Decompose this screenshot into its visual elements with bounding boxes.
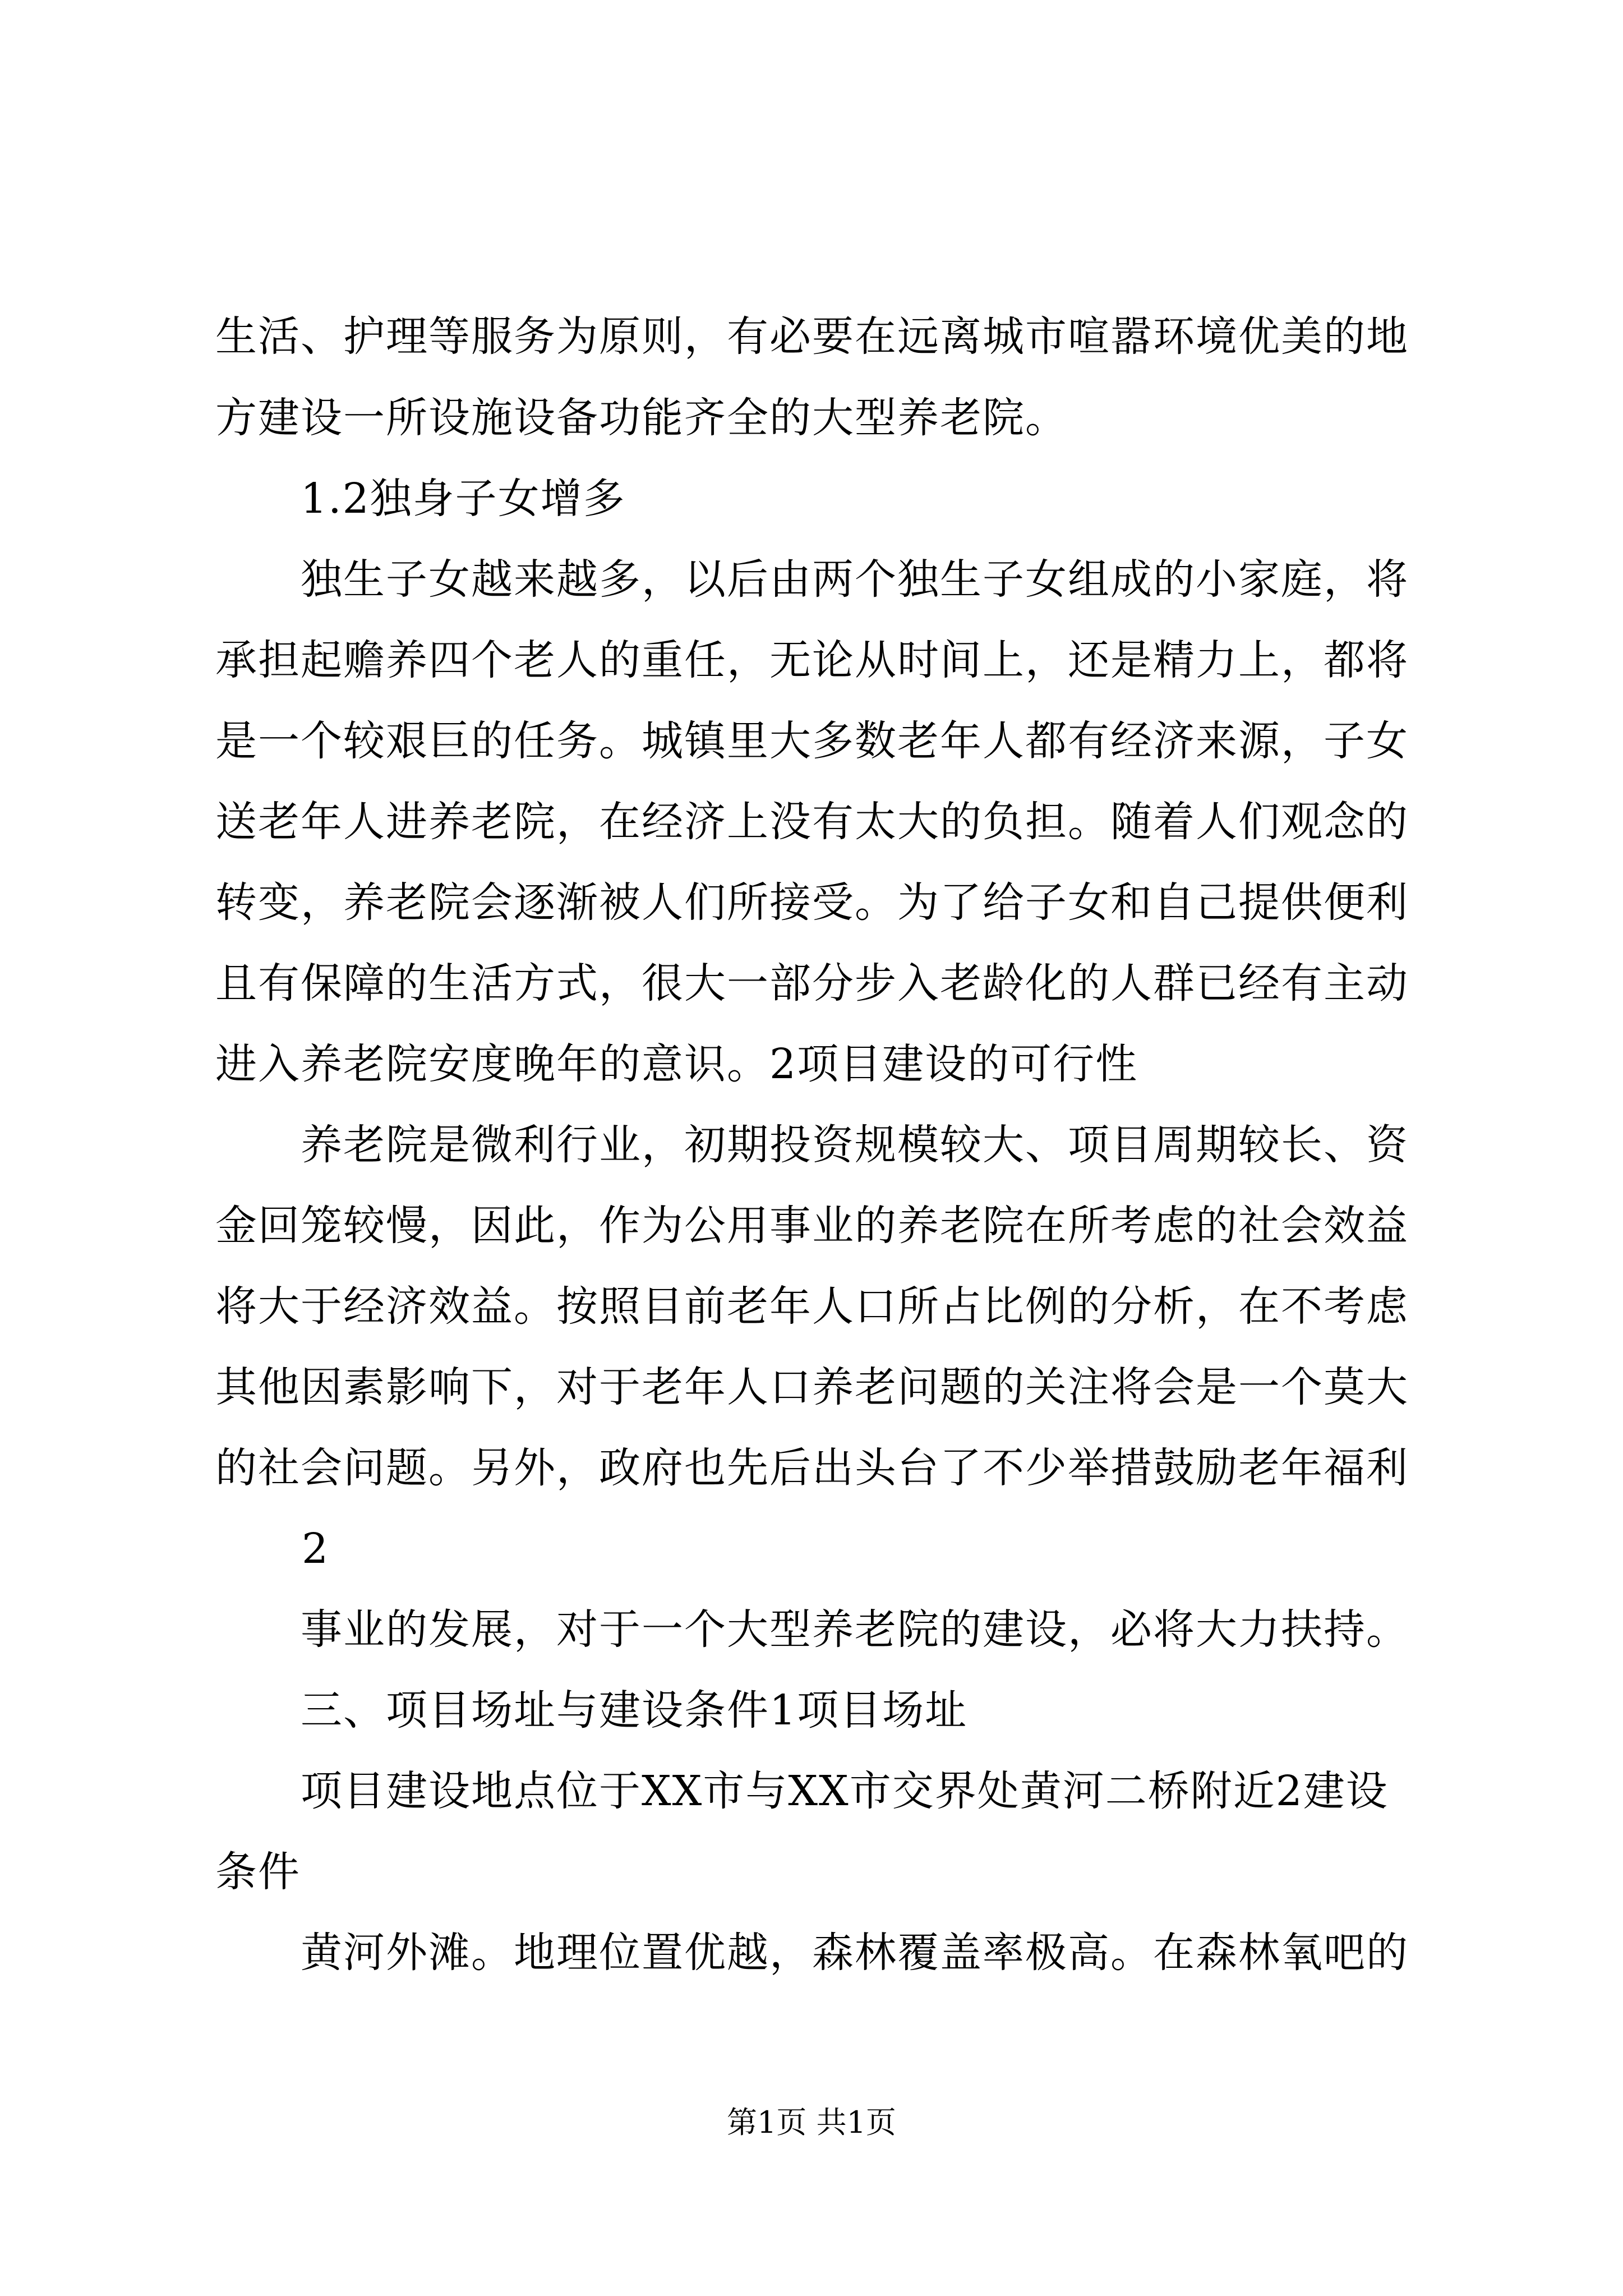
text-line-21: 黄河外滩。地理位置优越，森林覆盖率极高。在森林氧吧的 bbox=[301, 1929, 1409, 1977]
text-line-13: 将大于经济效益。按照目前老年人口所占比例的分析，在不考虑 bbox=[215, 1282, 1409, 1331]
text-line-4: 独生子女越来越多，以后由两个独生子女组成的小家庭，将 bbox=[301, 555, 1409, 604]
text-line-14: 其他因素影响下，对于老年人口养老问题的关注将会是一个莫大 bbox=[215, 1363, 1409, 1411]
section-heading-3: 三、项目场址与建设条件1项目场址 bbox=[301, 1686, 968, 1734]
inline-page-number: 2 bbox=[302, 1525, 330, 1573]
text-line-5: 承担起赡养四个老人的重任，无论从时间上，还是精力上，都将 bbox=[215, 636, 1409, 684]
text-line-10: 进入养老院安度晚年的意识。2项目建设的可行性 bbox=[215, 1040, 1138, 1088]
section-heading-1-2: 1.2独身子女增多 bbox=[301, 475, 626, 523]
text-line-8: 转变，养老院会逐渐被人们所接受。为了给子女和自己提供便利 bbox=[215, 878, 1409, 927]
page-footer: 第1页 共1页 bbox=[727, 2105, 896, 2140]
text-line-9: 且有保障的生活方式，很大一部分步入老龄化的人群已经有主动 bbox=[215, 959, 1409, 1007]
text-line-12: 金回笼较慢，因此，作为公用事业的养老院在所考虑的社会效益 bbox=[215, 1202, 1409, 1250]
text-line-11: 养老院是微利行业，初期投资规模较大、项目周期较长、资 bbox=[301, 1121, 1409, 1169]
text-line-15: 的社会问题。另外，政府也先后出头台了不少举措鼓励老年福利 bbox=[215, 1444, 1409, 1492]
text-line-6: 是一个较艰巨的任务。城镇里大多数老年人都有经济来源，子女 bbox=[215, 717, 1409, 765]
text-line-2: 方建设一所设施设备功能齐全的大型养老院。 bbox=[215, 394, 1068, 442]
text-line-1: 生活、护理等服务为原则，有必要在远离城市喧嚣环境优美的地 bbox=[215, 312, 1409, 361]
text-line-7: 送老年人进养老院，在经济上没有太大的负担。随着人们观念的 bbox=[215, 798, 1409, 846]
text-line-20: 条件 bbox=[215, 1848, 301, 1896]
text-line-19: 项目建设地点位于XX市与XX市交界处黄河二桥附近2建设 bbox=[301, 1767, 1389, 1815]
text-line-17: 事业的发展，对于一个大型养老院的建设，必将大力扶持。 bbox=[301, 1605, 1409, 1654]
